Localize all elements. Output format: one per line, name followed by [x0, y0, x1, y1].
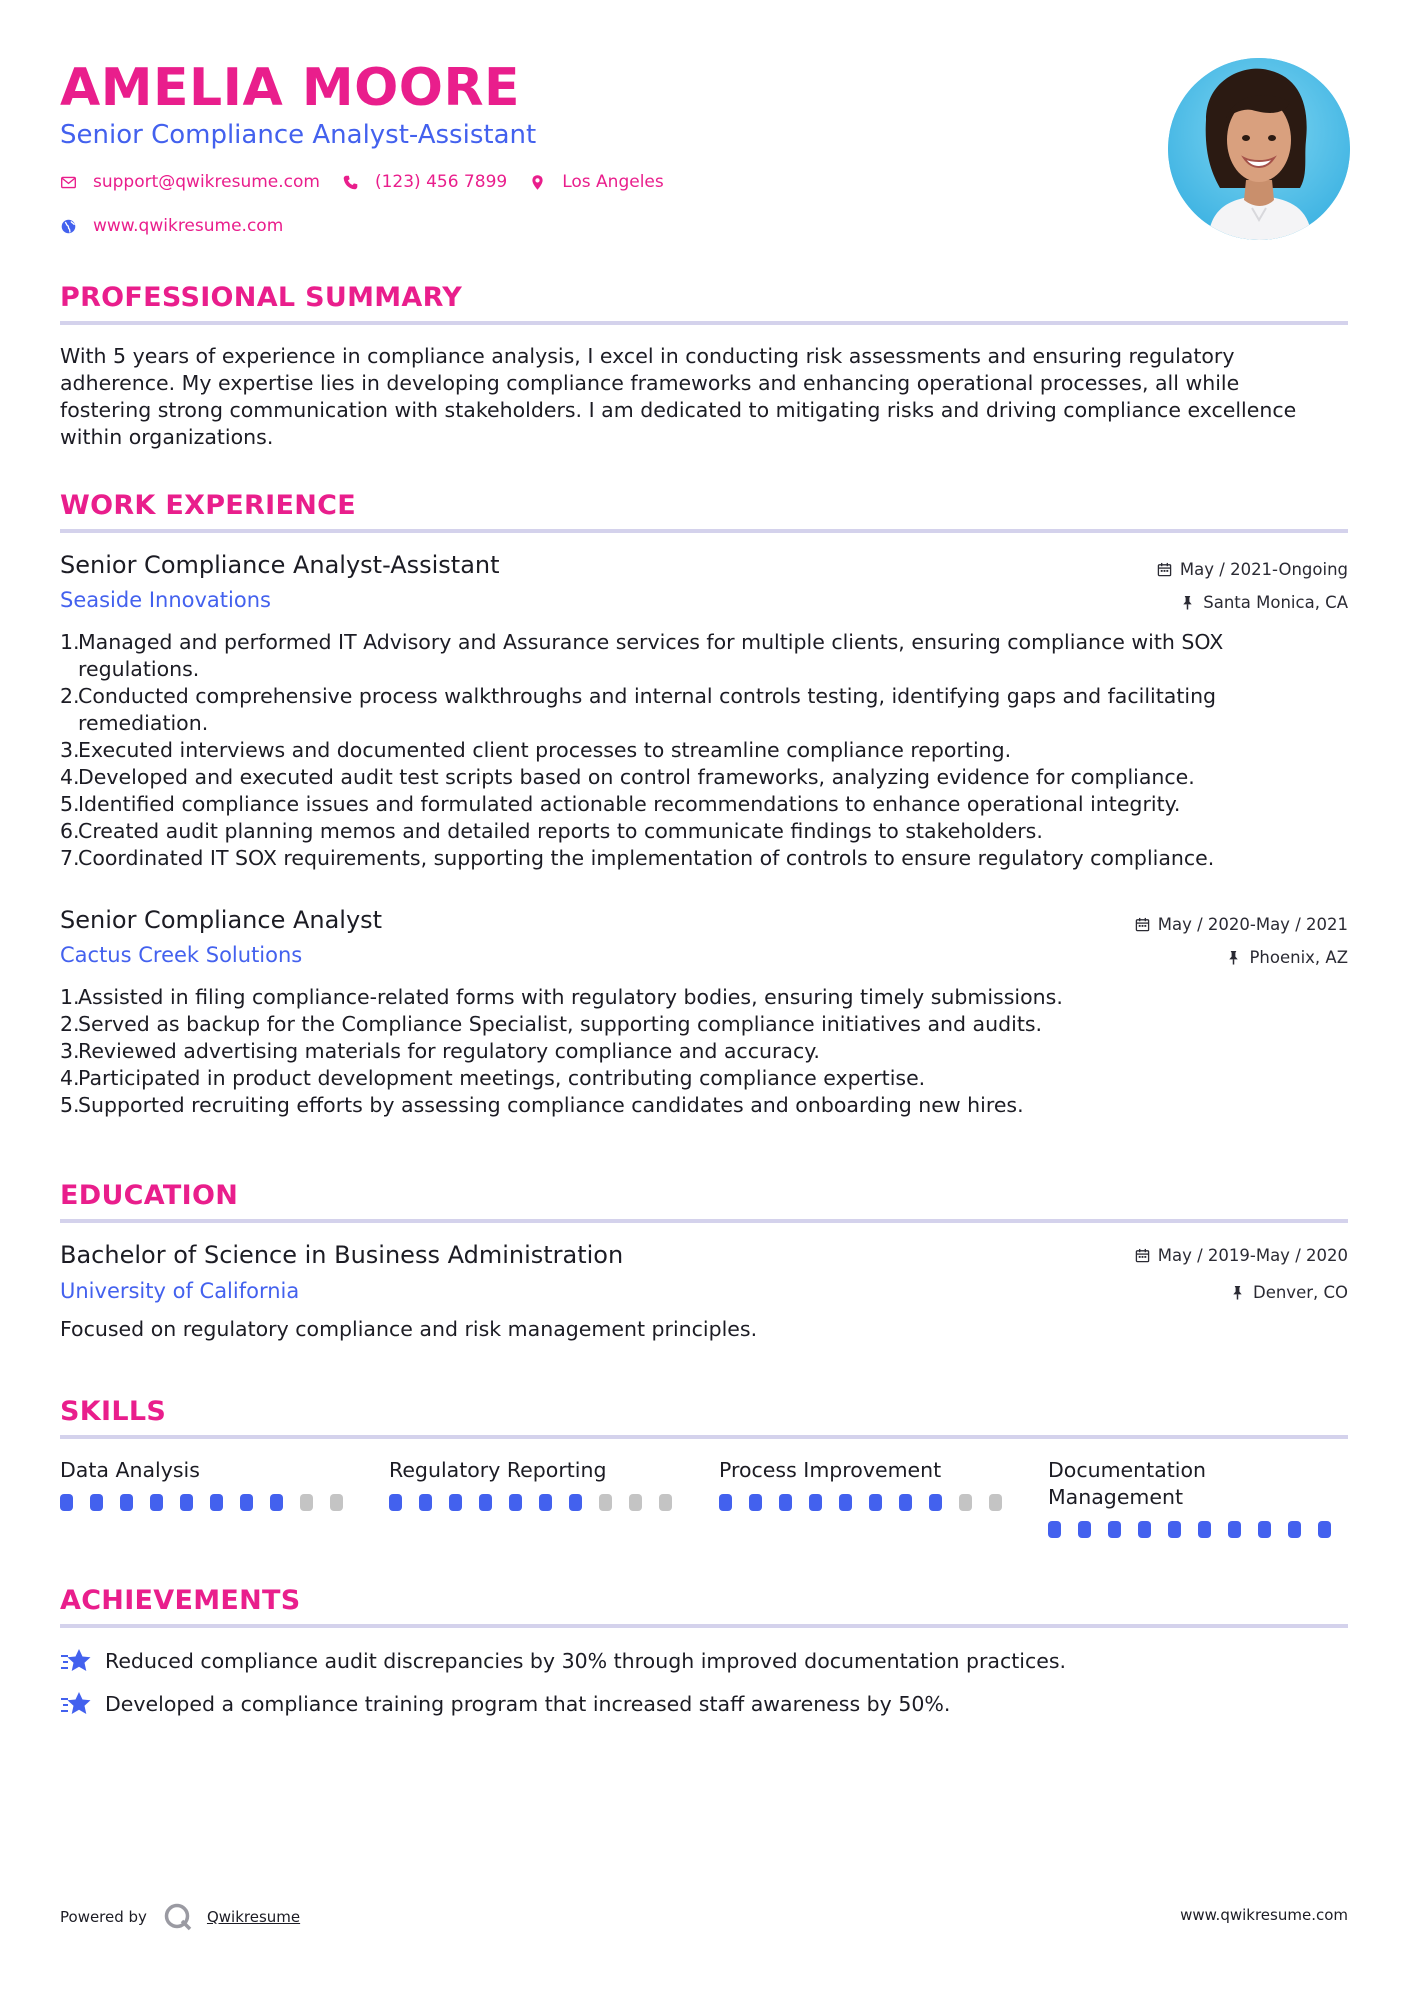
skill-dot-filled [1198, 1521, 1211, 1538]
skill-dot-empty [959, 1494, 972, 1511]
skill-dot-filled [60, 1494, 73, 1511]
pushpin-icon [1230, 1285, 1245, 1300]
skill-dot-empty [330, 1494, 343, 1511]
pushpin-icon [1180, 595, 1195, 610]
job-location [1180, 593, 1348, 612]
pushpin-icon [1226, 950, 1241, 965]
list-item: 3. Reviewed advertising materials for regulatory compliance and accuracy. [60, 1039, 820, 1063]
skill-rating [719, 1494, 1019, 1511]
skill-dot-filled [1138, 1521, 1151, 1538]
footer-url[interactable]: www.qwikresume.com [1180, 1906, 1348, 1924]
experience-divider [60, 529, 1348, 533]
job-responsibilities [60, 984, 1340, 1119]
skill-dot-filled [839, 1494, 852, 1511]
calendar-icon [1157, 562, 1172, 577]
skill-dot-filled [419, 1494, 432, 1511]
skill-dot-filled [150, 1494, 163, 1511]
contact-row [60, 172, 686, 192]
contact-location [529, 172, 664, 192]
summary-line: within organizations. [60, 425, 274, 449]
skill-dot-filled [1258, 1521, 1271, 1538]
skill-name: Regulatory Reporting [389, 1458, 607, 1482]
skill-dot-filled [899, 1494, 912, 1511]
achievement-text: Developed a compliance training program that increased staff awareness by 50%. [105, 1692, 951, 1716]
skill-dot-filled [1078, 1521, 1091, 1538]
list-item: 1. Managed and performed IT Advisory and Assurance services for multiple clients, ensuring compliance with SOX regulations. [60, 630, 1224, 681]
skill-dot-filled [389, 1494, 402, 1511]
skill-rating [1048, 1521, 1348, 1538]
location-text: Los Angeles [562, 172, 664, 192]
skill-dot-filled [90, 1494, 103, 1511]
skill-dot-filled [869, 1494, 882, 1511]
candidate-title: Senior Compliance Analyst-Assistant [60, 120, 537, 150]
phone-text: (123) 456 7899 [374, 172, 508, 192]
calendar-icon [1135, 1248, 1150, 1263]
skill-name: Documentation [1048, 1458, 1207, 1482]
contact-website[interactable] [60, 216, 283, 236]
star-icon [60, 1689, 92, 1719]
skill-dot-empty [989, 1494, 1002, 1511]
list-item: 2. Conducted comprehensive process walkthroughs and internal controls testing, identifying gaps and facilitating remediation. [60, 684, 1217, 735]
degree-title: Bachelor of Science in Business Administration [60, 1241, 624, 1269]
skills-heading: SKILLS [60, 1396, 167, 1427]
skill-dot-filled [1288, 1521, 1301, 1538]
skill-dot-filled [1228, 1521, 1241, 1538]
location-text: Phoenix, AZ [1249, 948, 1348, 967]
email-text: support@qwikresume.com [93, 172, 320, 192]
skill-dot-empty [629, 1494, 642, 1511]
job-responsibilities [60, 629, 1340, 872]
skill-dot-filled [929, 1494, 942, 1511]
skill-dot-filled [270, 1494, 283, 1511]
list-item: 2. Served as backup for the Compliance Specialist, supporting compliance initiatives and audits. [60, 1012, 1043, 1036]
skill-dot-filled [1168, 1521, 1181, 1538]
list-item: 3. Executed interviews and documented client processes to streamline compliance reporting. [60, 738, 1012, 762]
skill-dot-filled [180, 1494, 193, 1511]
qwikresume-logo-icon [163, 1902, 193, 1932]
education-description: Focused on regulatory compliance and risk management principles. [60, 1317, 758, 1341]
list-item: 7. Coordinated IT SOX requirements, supporting the implementation of controls to ensure regulatory compliance. [60, 846, 1215, 870]
skill-name: Data Analysis [60, 1458, 200, 1482]
list-item: 4. Developed and executed audit test scripts based on control frameworks, analyzing evidence for compliance. [60, 765, 1195, 789]
phone-icon [342, 174, 359, 191]
education-dates [1135, 1246, 1348, 1265]
website-text: www.qwikresume.com [93, 216, 284, 236]
summary-heading: PROFESSIONAL SUMMARY [60, 282, 463, 313]
achievement-item [60, 1689, 950, 1719]
skill-name: Management [1048, 1485, 1184, 1509]
summary-divider [60, 321, 1348, 325]
company-name: Seaside Innovations [60, 588, 271, 612]
achievement-text: Reduced compliance audit discrepancies by 30% through improved documentation practices. [105, 1649, 1067, 1673]
skill-dot-filled [210, 1494, 223, 1511]
skill-dot-empty [659, 1494, 672, 1511]
skill-dot-empty [599, 1494, 612, 1511]
skill-item [60, 1457, 360, 1511]
globe-icon [60, 218, 77, 235]
profile-photo [1168, 58, 1350, 240]
skill-dot-filled [1108, 1521, 1121, 1538]
skill-name: Process Improvement [719, 1458, 942, 1482]
skill-dot-filled [509, 1494, 522, 1511]
skill-dot-filled [240, 1494, 253, 1511]
contact-phone[interactable] [342, 172, 507, 192]
skill-dot-filled [569, 1494, 582, 1511]
map-pin-icon [529, 174, 546, 191]
skill-dot-filled [1318, 1521, 1331, 1538]
envelope-icon [60, 174, 77, 191]
summary-line: fostering strong communication with stakeholders. I am dedicated to mitigating risks and driving compliance excellence [60, 398, 1297, 422]
skill-item [389, 1457, 689, 1511]
job-dates [1135, 915, 1348, 934]
location-text: Denver, CO [1252, 1283, 1348, 1302]
list-item: 5. Supported recruiting efforts by assessing compliance candidates and onboarding new hires. [60, 1093, 1024, 1117]
list-item: 5. Identified compliance issues and formulated actionable recommendations to enhance operational integrity. [60, 792, 1181, 816]
skill-dot-filled [479, 1494, 492, 1511]
skill-item [719, 1457, 1019, 1511]
achievements-divider [60, 1624, 1348, 1628]
skill-dot-filled [1048, 1521, 1061, 1538]
education-heading: EDUCATION [60, 1180, 239, 1211]
summary-text [60, 343, 1350, 451]
skill-dot-filled [779, 1494, 792, 1511]
star-icon [60, 1646, 92, 1676]
skill-dot-filled [120, 1494, 133, 1511]
powered-by-text: Powered by [60, 1908, 147, 1926]
candidate-name: AMELIA MOORE [60, 58, 521, 118]
skill-rating [60, 1494, 360, 1511]
qwikresume-link[interactable]: Qwikresume [206, 1908, 301, 1926]
list-item: 6. Created audit planning memos and detailed reports to communicate findings to stakeholders. [60, 819, 1043, 843]
skill-dot-filled [449, 1494, 462, 1511]
skill-dot-filled [719, 1494, 732, 1511]
summary-line: With 5 years of experience in compliance analysis, I excel in conducting risk assessments and ensuring regulatory [60, 344, 1235, 368]
job-title: Senior Compliance Analyst-Assistant [60, 551, 500, 579]
skill-rating [389, 1494, 689, 1511]
contact-email[interactable] [60, 172, 320, 192]
dates-text: May / 2021-Ongoing [1179, 560, 1348, 579]
skill-dot-empty [300, 1494, 313, 1511]
list-item: 1. Assisted in filing compliance-related forms with regulatory bodies, ensuring timely submissions. [60, 985, 1063, 1009]
list-item: 4. Participated in product development meetings, contributing compliance expertise. [60, 1066, 926, 1090]
job-title: Senior Compliance Analyst [60, 906, 383, 934]
summary-line: adherence. My expertise lies in developing compliance frameworks and enhancing operational processes, all while [60, 371, 1240, 395]
footer-powered-by [60, 1902, 300, 1932]
company-name: Cactus Creek Solutions [60, 943, 303, 967]
skill-dot-filled [539, 1494, 552, 1511]
skill-dot-filled [749, 1494, 762, 1511]
skills-divider [60, 1435, 1348, 1439]
job-location [1226, 948, 1348, 967]
job-dates [1157, 560, 1348, 579]
education-location [1230, 1283, 1348, 1302]
achievement-item [60, 1646, 1066, 1676]
skill-dot-filled [809, 1494, 822, 1511]
dates-text: May / 2020-May / 2021 [1157, 915, 1348, 934]
school-name: University of California [60, 1279, 300, 1303]
dates-text: May / 2019-May / 2020 [1157, 1246, 1348, 1265]
achievements-heading: ACHIEVEMENTS [60, 1585, 301, 1616]
calendar-icon [1135, 917, 1150, 932]
education-divider [60, 1219, 1348, 1223]
skill-item [1048, 1457, 1348, 1538]
location-text: Santa Monica, CA [1203, 593, 1348, 612]
experience-heading: WORK EXPERIENCE [60, 490, 356, 521]
